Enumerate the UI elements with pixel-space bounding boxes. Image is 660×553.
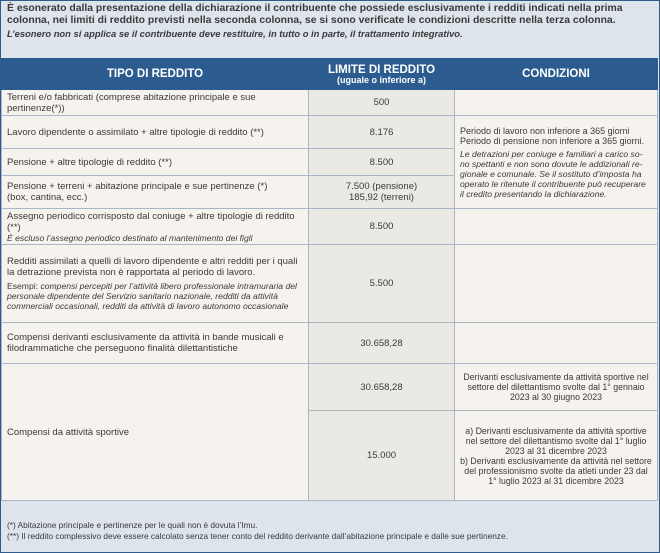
header-tipo: TIPO DI REDDITO [2, 59, 309, 90]
tipo-cell: Compensi da attività sportive [2, 364, 309, 501]
cond-line-2: Periodo di pensione non inferiore a 365 giorni. [460, 136, 645, 146]
tipo-cell: Terreni e/o fabbricati (comprese abitazione principale e sue pertinenze(*)) [2, 90, 309, 116]
footnotes [7, 520, 652, 541]
cond-a: a) Derivanti esclusivamente da attività sportive nel settore del dilettantismo svolte dal 1° luglio 2023 al 31 dicembre 2023 [465, 425, 647, 456]
header-condizioni: CONDIZIONI [455, 59, 658, 90]
tipo-line-2: (box, cantina, ecc.) [7, 192, 88, 203]
limite-cell: 30.658,28 [309, 323, 455, 364]
tipo-text: Assegno periodico corrisposto dal coniuge + altre tipologie di reddito (**) [7, 210, 295, 233]
condizioni-cell: Derivanti esclusivamente da attività sportive nel settore del dilettantismo svolte dal 1° gennaio 2023 al 30 giugno 2023 [455, 364, 658, 411]
limite-cell: 500 [309, 90, 455, 116]
tipo-esempi [7, 281, 303, 311]
tipo-line-1: Pensione + terreni + abitazione principale e sue pertinenze (*) [7, 181, 268, 192]
cond-note: Le detrazioni per coniuge e familiari a carico so-no spettanti e non sono dovute le addizionali re-gionale e comunale. Se il sostituto d’imposta ha operato le ritenute il contribuente può recuperare il credito presentando la dichiarazione. [460, 149, 646, 199]
table-row [2, 209, 658, 245]
header-limite-title: LIMITE DI REDDITO [327, 63, 436, 76]
table-row [2, 90, 658, 116]
limite-cell: 15.000 [309, 411, 455, 501]
limite-cell [309, 176, 455, 209]
table-header-row [2, 59, 658, 90]
limite-line-1: 7.500 (pensione) [345, 181, 418, 192]
condizioni-cell [455, 411, 658, 501]
condizioni-cell [455, 245, 658, 323]
tipo-text: Redditi assimilati a quelli di lavoro dipendente e altri redditi per i quali la detrazione prevista non è rapportata al periodo di lavoro. [7, 256, 298, 278]
income-table [1, 58, 658, 501]
condizioni-cell [455, 323, 658, 364]
intro-section [7, 3, 652, 40]
limite-cell: 30.658,28 [309, 364, 455, 411]
condizioni-lavoro-cell [455, 116, 658, 209]
table-row [2, 116, 658, 149]
header-limite [309, 59, 455, 90]
cond-line-1: Periodo di lavoro non inferiore a 365 giorni [460, 126, 630, 136]
condizioni-cell [455, 209, 658, 245]
table-row [2, 323, 658, 364]
esempi-text: compensi percepiti per l’attività libero professionale intramuraria del personale dipendente del Servizio sanitario nazionale, redditi da attività commerciali occasionali, redditi da attività di lavoro autonomo occasionale [7, 281, 297, 311]
esempi-label: Esempi: [7, 281, 41, 291]
tipo-cell [2, 209, 309, 245]
limite-cell: 8.500 [309, 149, 455, 176]
cond-b: b) Derivanti esclusivamente da attività nel settore del professionismo svolte da atleti under 23 dal 1° luglio 2023 al 31 dicembre 2023 [460, 455, 652, 486]
tipo-cell: Compensi derivanti esclusivamente da attività in bande musicali e filodrammatiche che perseguono finalità dilettantistiche [2, 323, 309, 364]
tipo-cell: Lavoro dipendente o assimilato + altre tipologie di reddito (**) [2, 116, 309, 149]
limite-cell: 8.500 [309, 209, 455, 245]
table-row [2, 364, 658, 411]
limite-cell: 5.500 [309, 245, 455, 323]
footnote-1: (*) Abitazione principale e pertinenze per le quali non è dovuta l’Imu. [7, 520, 258, 530]
limite-cell: 8.176 [309, 116, 455, 149]
intro-text: È esonerato dalla presentazione della dichiarazione il contribuente che possiede esclusivamente i redditi indicati nella prima colonna, nei limiti di reddito previsti nella seconda colonna, se si sono verificate le condizioni descritte nella terza colonna. [7, 3, 623, 26]
footnote-2: (**) Il reddito complessivo deve essere calcolato senza tener conto del reddito derivante dall’abitazione principale e dalle sue pertinenze. [7, 530, 508, 541]
header-limite-sub: (uguale o inferiore a) [336, 74, 426, 85]
table-row [2, 245, 658, 323]
tipo-cell [2, 176, 309, 209]
tipo-cell: Pensione + altre tipologie di reddito (**) [2, 149, 309, 176]
tipo-note: È escluso l’assegno periodico destinato al mantenimento dei figli [7, 232, 253, 243]
condizioni-cell [455, 90, 658, 116]
limite-line-2: 185,92 (terreni) [349, 192, 414, 203]
tipo-cell [2, 245, 309, 323]
intro-note: L’esonero non si applica se il contribuente deve restituire, in tutto o in parte, il trattamento integrativo. [7, 28, 463, 39]
